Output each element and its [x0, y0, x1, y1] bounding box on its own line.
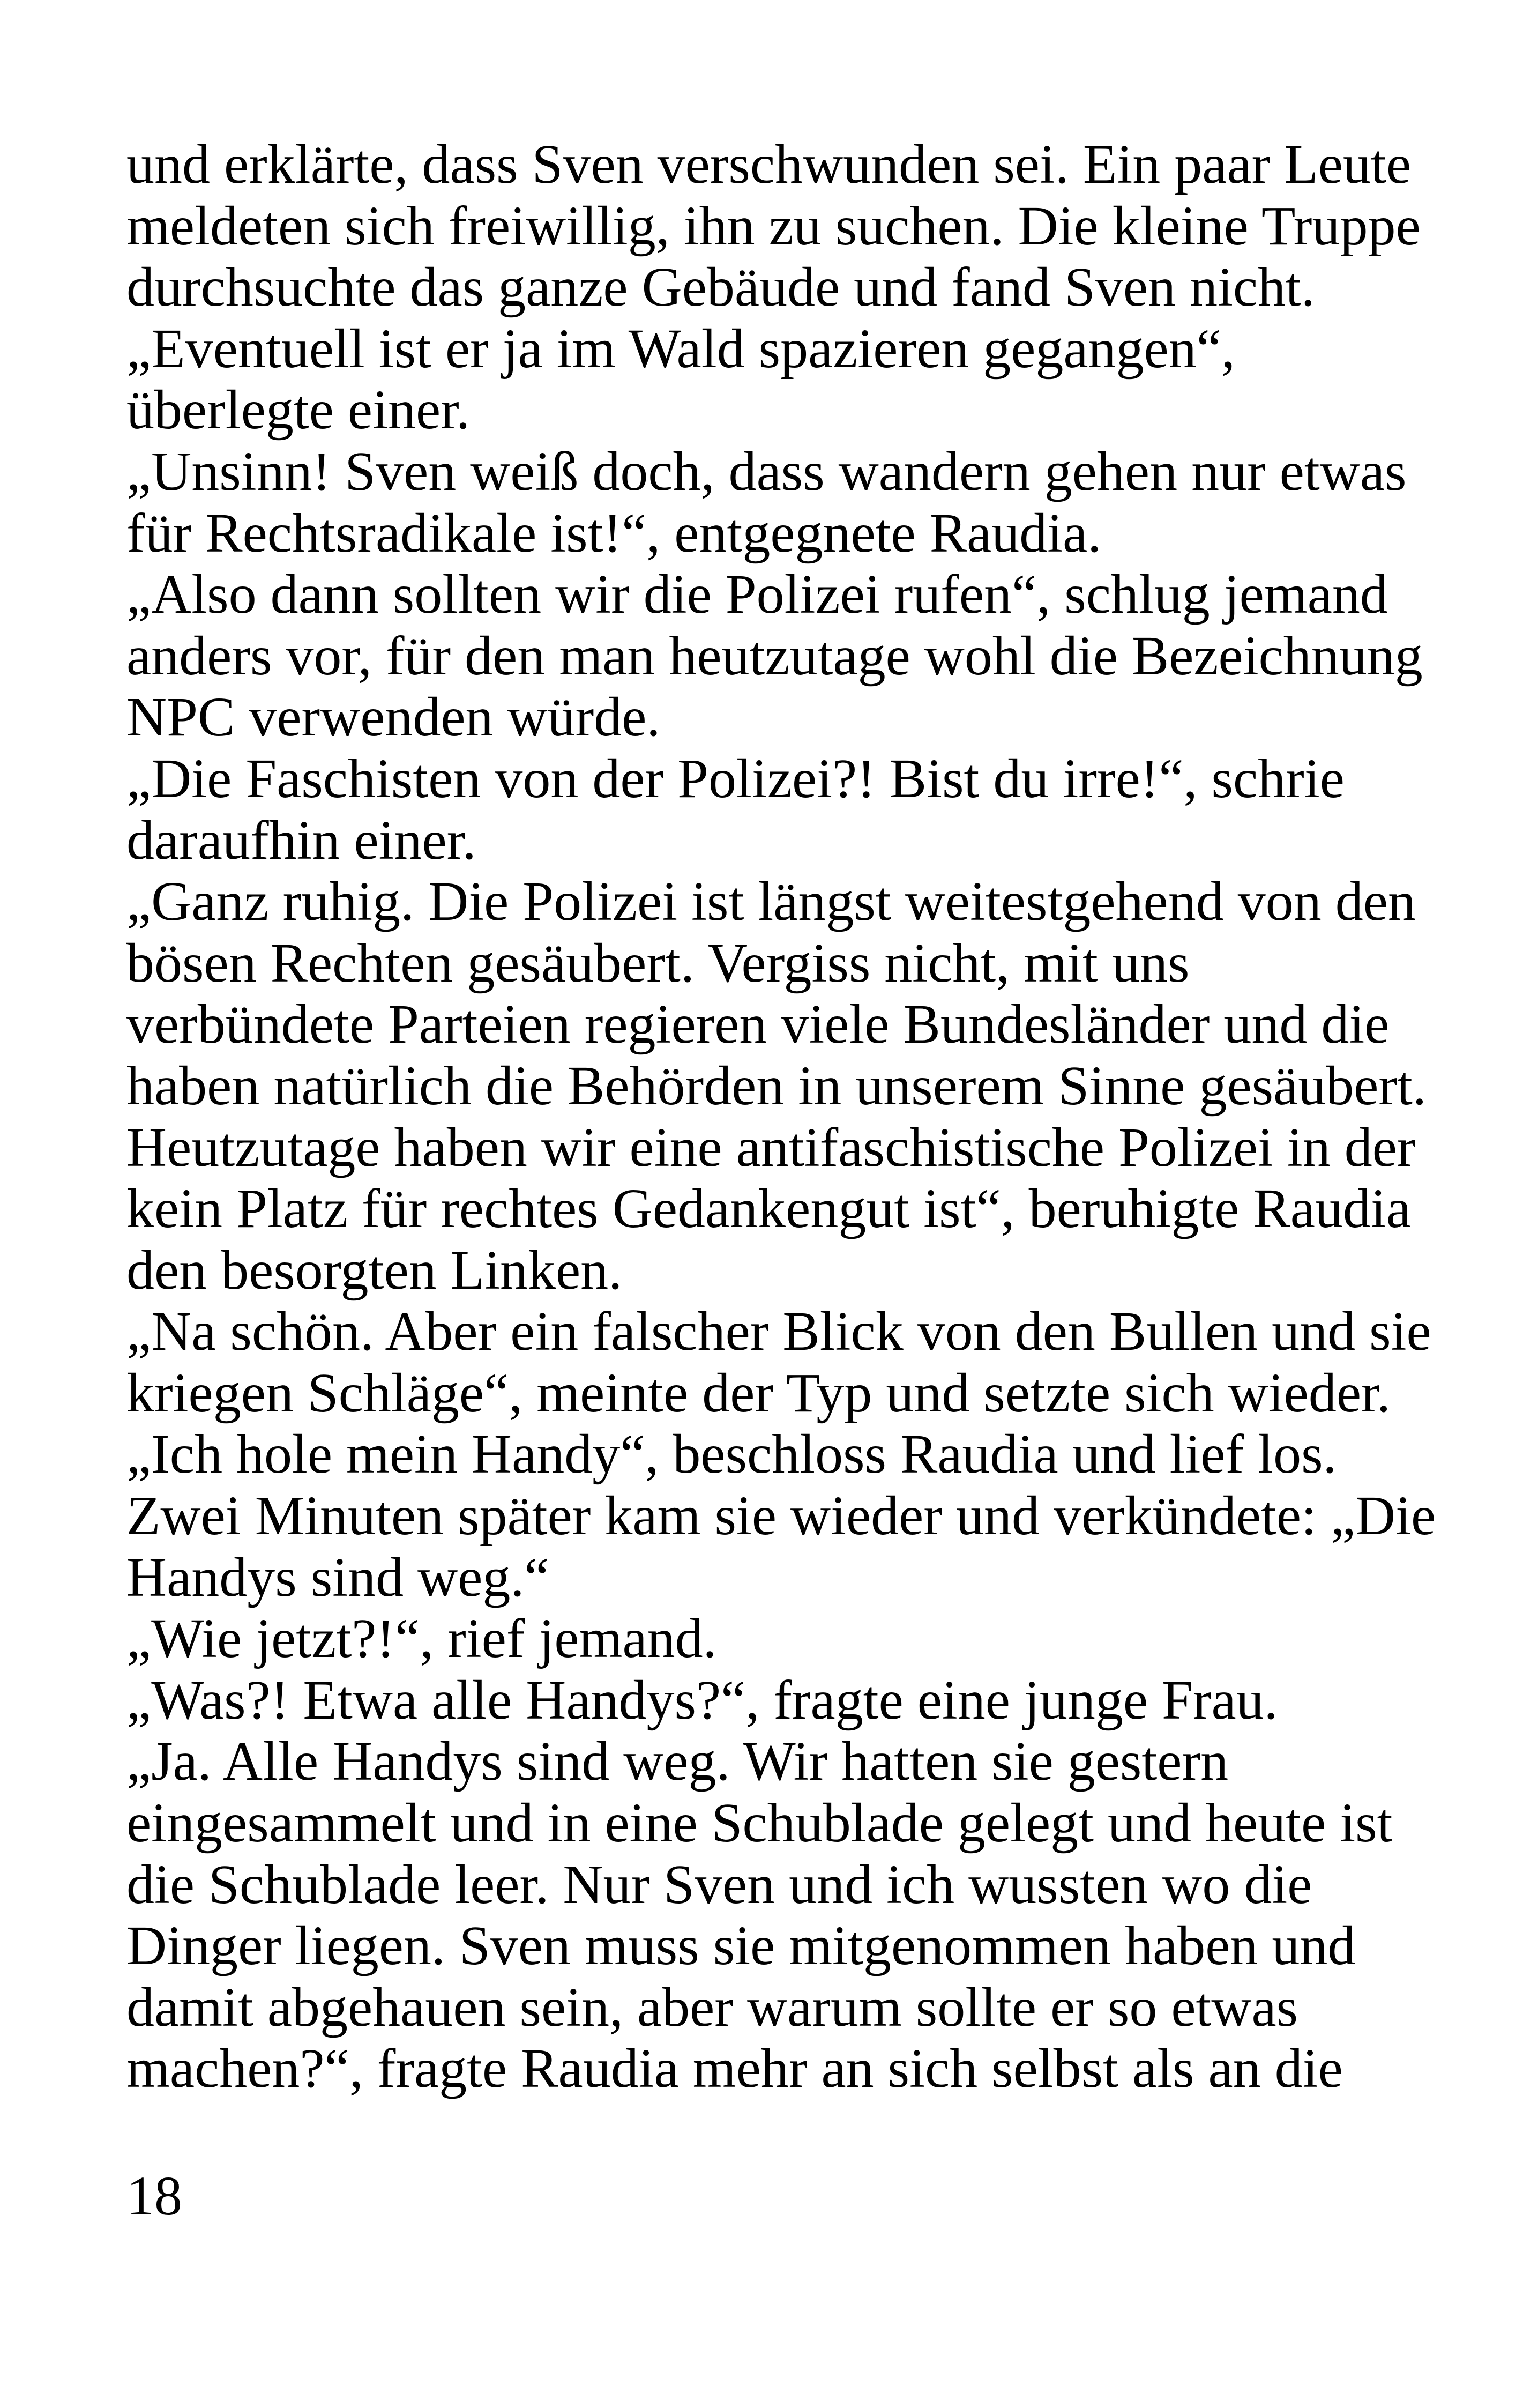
- text-line: NPC verwenden würde.: [126, 686, 661, 748]
- text-line: daraufhin einer.: [126, 809, 476, 871]
- text-line: durchsuchte das ganze Gebäude und fand Sven nicht.: [126, 256, 1315, 318]
- text-line: für Rechtsradikale ist!“, entgegnete Raudia.: [126, 502, 1102, 564]
- text-line: den besorgten Linken.: [126, 1239, 623, 1301]
- text-line: überlegte einer.: [126, 379, 471, 441]
- text-line: verbündete Parteien regieren viele Bundesländer und die: [126, 993, 1390, 1056]
- text-line: „Ganz ruhig. Die Polizei ist längst weitestgehend von den: [126, 871, 1416, 933]
- text-line: Dinger liegen. Sven muss sie mitgenommen haben und: [126, 1915, 1356, 1977]
- text-line: kein Platz für rechtes Gedankengut ist“, beruhigte Raudia: [126, 1178, 1411, 1240]
- text-line: „Wie jetzt?!“, rief jemand.: [126, 1608, 717, 1670]
- text-line: haben natürlich die Behörden in unserem Sinne gesäubert.: [126, 1054, 1427, 1117]
- page-number: 18: [126, 2165, 182, 2227]
- text-line: „Was?! Etwa alle Handys?“, fragte eine junge Frau.: [126, 1669, 1278, 1731]
- text-line: und erklärte, dass Sven verschwunden sei. Ein paar Leute: [126, 133, 1411, 195]
- text-line: damit abgehauen sein, aber warum sollte er so etwas: [126, 1976, 1298, 2038]
- text-line: bösen Rechten gesäubert. Vergiss nicht, mit uns: [126, 932, 1190, 994]
- text-line: kriegen Schläge“, meinte der Typ und setzte sich wieder.: [126, 1362, 1391, 1424]
- text-line: meldeten sich freiwillig, ihn zu suchen. Die kleine Truppe: [126, 195, 1421, 257]
- text-line: eingesammelt und in eine Schublade gelegt und heute ist: [126, 1792, 1393, 1854]
- text-line: „Eventuell ist er ja im Wald spazieren gegangen“,: [126, 317, 1235, 380]
- text-line: „Also dann sollten wir die Polizei rufen“, schlug jemand: [126, 563, 1388, 626]
- text-line: „Die Faschisten von der Polizei?! Bist du irre!“, schrie: [126, 747, 1345, 809]
- text-line: die Schublade leer. Nur Sven und ich wussten wo die: [126, 1853, 1312, 1915]
- text-line: anders vor, für den man heutzutage wohl die Bezeichnung: [126, 625, 1423, 687]
- text-line: Heutzutage haben wir eine antifaschistische Polizei in der: [126, 1116, 1416, 1178]
- text-line: Handys sind weg.“: [126, 1546, 549, 1608]
- text-line: „Unsinn! Sven weiß doch, dass wandern gehen nur etwas: [126, 440, 1407, 502]
- text-line: „Ich hole mein Handy“, beschloss Raudia und lief los.: [126, 1423, 1337, 1485]
- text-line: „Ja. Alle Handys sind weg. Wir hatten sie gestern: [126, 1730, 1229, 1793]
- text-line: Zwei Minuten später kam sie wieder und verkündete: „Die: [126, 1485, 1436, 1547]
- text-line: machen?“, fragte Raudia mehr an sich selbst als an die: [126, 2038, 1343, 2100]
- text-line: „Na schön. Aber ein falscher Blick von den Bullen und sie: [126, 1300, 1431, 1363]
- body-text: [126, 133, 1436, 2100]
